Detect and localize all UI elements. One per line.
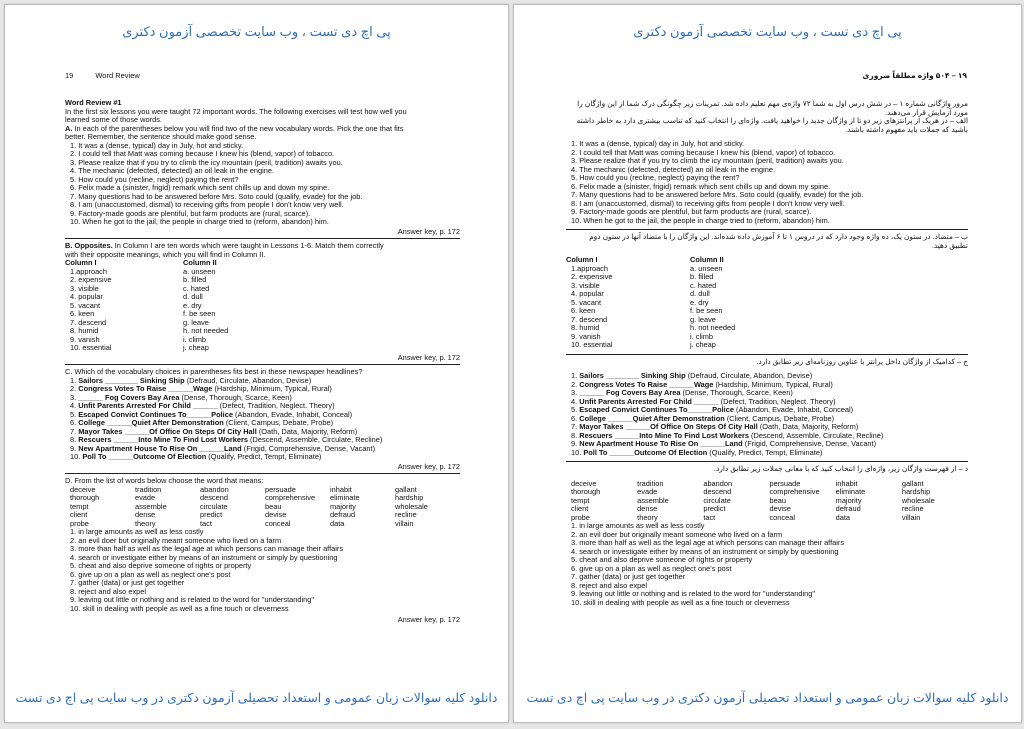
headline: Mayor Takes ______Of Office On Steps Of City Hall xyxy=(579,422,758,431)
column-header: Column I xyxy=(566,255,598,264)
left-page xyxy=(4,4,509,723)
choices: (Qualify, Predict, Tempt, Eliminate) xyxy=(206,452,322,461)
page-number-row xyxy=(65,71,162,80)
text: dense xyxy=(637,504,658,513)
text: 9. xyxy=(571,439,578,448)
text: 8. xyxy=(70,435,77,444)
text: tact xyxy=(703,512,716,522)
headline: Unfit Parents Arrested For Child ______ xyxy=(78,401,218,410)
choices: (Oath, Data, Majority, Reform) xyxy=(256,426,358,436)
list-item: 9. vanish xyxy=(571,331,601,341)
list-item: 5. How could you (recline, neglect) paying the rent? xyxy=(571,173,740,182)
list-item: c. hated xyxy=(690,280,717,290)
section-d-instructions: D. From the list of words below choose the word that means: xyxy=(65,476,264,485)
text: villain xyxy=(395,518,414,528)
sentence-list xyxy=(65,142,460,227)
list-item: 6. keen xyxy=(571,306,596,315)
text: deceive xyxy=(70,484,96,494)
text: 3. xyxy=(571,388,578,397)
text: probe xyxy=(70,518,89,528)
definition-list xyxy=(65,528,460,613)
list-item: 2. expensive xyxy=(571,272,613,281)
choices: (Descend, Assemble, Circulate, Recline) xyxy=(248,435,383,444)
choices: (Client, Campus, Debate, Probe) xyxy=(223,418,334,427)
choices: (Client, Campus, Debate, Probe) xyxy=(724,413,835,423)
intro-line: In the first six lessons you were taught 72 important words. The following exercises will test how well you xyxy=(65,106,407,116)
text: gallant xyxy=(395,484,417,494)
list-item: 1. in large amounts as well as less costly xyxy=(70,527,204,536)
headline: Sailors ________ Sinking Ship xyxy=(579,371,686,380)
list-item: h. not needed xyxy=(183,326,229,335)
word-list xyxy=(65,486,460,529)
headline: Congress Votes To Raise ______Wage xyxy=(579,379,714,389)
review-title: Word Review #1 xyxy=(65,98,122,107)
headline: New Apartment House To Rise On ______Land xyxy=(78,443,242,453)
list-item: 2. an evil doer but originally meant someone who lived on a farm xyxy=(571,529,783,539)
opposites-table xyxy=(65,259,460,353)
text: gallant xyxy=(901,478,924,488)
list-item: b. filled xyxy=(690,272,714,281)
text: 10. xyxy=(571,447,582,457)
divider xyxy=(566,354,968,355)
divider xyxy=(65,238,460,239)
headline: ______ Fog Covers Bay Area xyxy=(579,388,681,397)
list-item: 5. vacant xyxy=(571,297,601,307)
choices: (Defraud, Circulate, Abandon, Devise) xyxy=(184,375,312,385)
list-item: 9. leaving out little or nothing and is related to the word for "understanding" xyxy=(70,595,314,604)
list-item: i. climb xyxy=(183,334,206,344)
page-number-row: ۱۹ – ۵۰۴ واژه مطلقاً ضروری xyxy=(862,71,967,80)
list-item: d. dull xyxy=(183,292,203,301)
divider xyxy=(65,473,460,474)
text: deceive xyxy=(571,478,597,488)
list-item: 5. vacant xyxy=(70,300,100,310)
choices: (Defect, Tradition, Neglect. Theory) xyxy=(718,396,836,406)
list-item: 8. humid xyxy=(571,323,600,332)
section-a-fa: الف – در هریک از پرانتزهای زیر دو تا از واژگان جدید را خواهید یافت. واژه‌ای را انتخاب کنید که تناسب بیشتری دارد به خاطر داشته xyxy=(576,116,968,125)
list-item: a. unseen xyxy=(183,266,216,276)
text: predict xyxy=(200,510,223,519)
text: 5. xyxy=(70,409,77,419)
text: evade xyxy=(637,487,658,496)
list-item: 3. visible xyxy=(571,280,600,290)
headline: Escaped Convict Continues To______Police xyxy=(579,405,734,414)
running-title: Word Review xyxy=(95,71,140,80)
list-item: 8. reject and also expel xyxy=(70,586,147,596)
list-item: e. dry xyxy=(183,300,202,310)
text: devise xyxy=(769,504,791,513)
text: assemble xyxy=(135,501,167,511)
running-title: ۵۰۴ واژه مطلقاً ضروری xyxy=(862,71,950,80)
list-item: 9. leaving out little or nothing and is related to the word for "understanding" xyxy=(571,589,815,598)
text: descend xyxy=(703,487,732,496)
choices: (Defect, Tradition, Neglect. Theory) xyxy=(217,401,335,410)
text: comprehensive xyxy=(769,487,820,496)
section-a-instructions: better. Remember, the sentence should make good sense. xyxy=(65,132,257,141)
list-item: 9. vanish xyxy=(70,334,100,344)
text: thorough xyxy=(70,493,100,502)
list-item: 10. skill in dealing with people as well as a fine touch or cleverness xyxy=(571,597,790,607)
text: 3. xyxy=(70,392,77,402)
answer-key: Answer key, p. 172 xyxy=(397,226,460,236)
text: abandon xyxy=(200,484,229,494)
answer-key: Answer key, p. 172 xyxy=(397,352,460,362)
text: circulate xyxy=(200,501,228,511)
section-c-fa: ج – کدامیک از واژگان داخل پرانتز با عناوین روزنامه‌ای زیر تطابق دارد. xyxy=(756,356,968,366)
list-item: 6. give up on a plan as well as neglect one's post xyxy=(571,563,732,573)
list-item: 2. I could tell that Matt was coming because I knew his (blend, vapor) of tobacco. xyxy=(70,149,335,158)
choices: (Descend, Assemble, Circulate, Recline) xyxy=(749,430,884,440)
text: circulate xyxy=(703,495,731,505)
headline: Unfit Parents Arrested For Child ______ xyxy=(579,396,719,406)
list-item: 7. descend xyxy=(70,317,107,327)
text: 8. xyxy=(571,430,578,440)
text: evade xyxy=(135,493,156,502)
left-content xyxy=(65,99,460,625)
list-item: 3. Please realize that if you try to climb the icy mountain (peril, tradition) awaits you. xyxy=(571,156,844,165)
list-item: i. climb xyxy=(690,331,713,341)
text: abandon xyxy=(703,478,733,488)
definition-list xyxy=(566,522,968,607)
list-item: g. leave xyxy=(183,317,209,327)
list-item: j. cheap xyxy=(183,343,209,352)
text: defraud xyxy=(330,510,356,519)
text: 5. xyxy=(571,405,578,414)
list-item: 10. essential xyxy=(571,340,613,349)
list-item: 4. The mechanic (defected, detected) an oil leak in the engine. xyxy=(571,164,776,174)
list-item: 1. It was a (dense, typical) day in July, hot and sticky. xyxy=(70,140,244,150)
list-item: 7. descend xyxy=(571,314,608,324)
list-item: 1.approach xyxy=(70,266,107,276)
divider xyxy=(65,364,460,365)
list-item: 9. Factory-made goods are plentiful, but farm products are (rural, scarce). xyxy=(70,208,311,218)
list-item: j. cheap xyxy=(690,340,716,349)
list-item: h. not needed xyxy=(690,323,736,332)
choices: (Oath, Data, Majority, Reform) xyxy=(757,422,859,431)
list-item: 10. When he got to the jail, the people in charge tried to (reform, abandon) him. xyxy=(571,215,830,225)
headline: Mayor Takes ______Of Office On Steps Of City Hall xyxy=(78,426,257,436)
list-item: 5. cheat and also deprive someone of rights or property xyxy=(571,555,753,564)
text: 2. xyxy=(70,384,77,393)
text: assemble xyxy=(637,495,669,505)
text: wholesale xyxy=(395,501,428,511)
text: tempt xyxy=(70,501,89,511)
text: beau xyxy=(769,495,786,505)
section-a-head: A. xyxy=(65,123,73,133)
list-item: e. dry xyxy=(690,297,709,307)
sentence-list xyxy=(566,140,968,225)
list-item: 7. Many questions had to be answered before Mrs. Soto could (qualify, evade) for the job. xyxy=(571,190,864,199)
list-item: 10. When he got to the jail, the people in charge tried to (reform, abandon) him. xyxy=(70,217,329,226)
text: inhabit xyxy=(330,484,352,494)
text: 4. xyxy=(571,396,578,406)
page-footer-banner: دانلود کلیه سوالات زبان عمومی و استعداد تحصیلی آزمون دکتری در وب سایت پی اچ دی تست xyxy=(526,691,1009,705)
headline: Poll To ______Outcome Of Election xyxy=(583,447,708,457)
text: 2. xyxy=(571,379,578,389)
text: theory xyxy=(135,518,156,528)
page-header-banner: پی اچ دی تست ، وب سایت تخصصی آزمون دکتری xyxy=(122,24,391,39)
section-b-head: B. Opposites. xyxy=(65,241,113,250)
text: probe xyxy=(571,512,590,522)
text: tempt xyxy=(571,495,590,505)
headline: Rescuers ______Into Mine To Find Lost Workers xyxy=(78,435,248,444)
text: wholesale xyxy=(901,495,935,505)
list-item: 8. reject and also expel xyxy=(571,580,648,590)
headline-list xyxy=(65,377,460,462)
list-item: f. be seen xyxy=(183,309,216,318)
list-item: 5. cheat and also deprive someone of rights or property xyxy=(70,561,252,570)
choices: (Frigid, Comprehensive, Dense, Vacant) xyxy=(742,439,877,448)
section-c-instructions: C. Which of the vocabulary choices in parentheses fits best in these newspaper headlines? xyxy=(65,367,363,376)
text: persuade xyxy=(769,478,801,488)
list-item: d. dull xyxy=(690,289,710,298)
list-item: 10. essential xyxy=(70,343,112,352)
text: majority xyxy=(835,495,862,505)
choices: (Hardship, Minimum, Typical, Rural) xyxy=(212,384,332,393)
text: client xyxy=(70,510,88,519)
divider xyxy=(566,461,968,462)
headline: Rescuers ______Into Mine To Find Lost Workers xyxy=(579,430,749,440)
answer-key: Answer key, p. 172 xyxy=(397,461,460,471)
headline-list xyxy=(566,372,968,457)
column-header: Column II xyxy=(183,258,217,267)
intro-fa: مورد آزمایش قرار می‌دهند. xyxy=(885,107,968,117)
list-item: 7. gather (data) or just get together xyxy=(70,578,185,587)
answer-key: Answer key, p. 172 xyxy=(397,615,460,624)
text: majority xyxy=(330,501,356,511)
right-page xyxy=(513,4,1022,723)
text: hardship xyxy=(901,487,931,496)
text: descend xyxy=(200,493,228,502)
list-item: 3. visible xyxy=(70,283,99,293)
list-item: 4. The mechanic (defected, detected) an oil leak in the engine. xyxy=(70,166,275,175)
text: 10. xyxy=(70,452,81,461)
list-item: 6. Felix made a (sinister, frigid) remark which sent chills up and down my spine. xyxy=(571,181,831,191)
intro-line: learned some of those words. xyxy=(65,115,162,124)
headline: Escaped Convict Continues To______Police xyxy=(78,409,233,419)
list-item: 8. I am (unaccustomed, dismal) to receiving gifts from people I don't know very well. xyxy=(70,200,344,209)
headline: College ______Quiet After Demonstration xyxy=(579,413,725,423)
list-item: 9. Factory-made goods are plentiful, but farm products are (rural, scarce). xyxy=(571,207,812,216)
text: 9. xyxy=(70,443,77,453)
headline: Sailors ________ Sinking Ship xyxy=(78,375,185,385)
choices: (Defraud, Circulate, Abandon, Devise) xyxy=(685,371,813,380)
list-item: 1. in large amounts as well as less costly xyxy=(571,521,705,530)
page-number: ۱۹ xyxy=(957,71,967,80)
text: hardship xyxy=(395,493,424,502)
headline: ______ Fog Covers Bay Area xyxy=(78,392,180,402)
section-b-fa: تطبیق دهید. xyxy=(931,240,968,250)
page-number: 19 xyxy=(65,71,74,80)
choices: (Hardship, Minimum, Typical, Rural) xyxy=(713,379,833,389)
choices: (Abandon, Evade, Inhabit, Conceal) xyxy=(232,409,353,419)
text: client xyxy=(571,504,589,513)
text: thorough xyxy=(571,487,601,496)
list-item: 10. skill in dealing with people as well as a fine touch or cleverness xyxy=(70,603,289,613)
section-b-instructions: with their opposite meanings, which you will find in Column II. xyxy=(65,249,266,259)
list-item: 3. more than half as well as the legal age at which persons can manage their affairs xyxy=(70,544,344,553)
text: tact xyxy=(200,518,212,528)
section-a-instructions: In each of the parentheses below you will find two of the new vocabulary words. Pick the one that fits xyxy=(72,123,404,133)
headline: Congress Votes To Raise ______Wage xyxy=(78,384,213,393)
list-item: 2. expensive xyxy=(70,275,112,284)
list-item: 6. keen xyxy=(70,309,95,318)
list-item: 8. I am (unaccustomed, dismal) to receiving gifts from people I don't know very well. xyxy=(571,198,845,208)
list-item: 5. How could you (recline, neglect) paying the rent? xyxy=(70,174,239,184)
word-list xyxy=(566,480,968,523)
section-d-fa: د – از فهرست واژگان زیر، واژه‌ای را انتخاب کنید که با معانی جملات زیر تطابق دارد. xyxy=(713,464,968,473)
section-b-fa: ب – متضاد. در ستون یک، ده واژه وجود دارد که در دروس ۱ تا ۶ آموزش داده شده‌اند. این واژگان را با متضاد آنها در ستون دوم xyxy=(589,232,968,241)
list-item: b. filled xyxy=(183,275,207,284)
list-item: 1.approach xyxy=(571,263,608,273)
text: 6. xyxy=(70,418,77,427)
text: 6. xyxy=(571,413,578,423)
choices: (Frigid, Comprehensive, Dense, Vacant) xyxy=(241,443,376,453)
text: tradition xyxy=(637,478,664,488)
list-item: 8. humid xyxy=(70,326,99,335)
text: eliminate xyxy=(330,493,360,502)
list-item: 3. Please realize that if you try to climb the icy mountain (peril, tradition) awaits you. xyxy=(70,157,343,167)
list-item: 4. popular xyxy=(571,289,604,298)
list-item: 3. more than half as well as the legal age at which persons can manage their affairs xyxy=(571,538,845,547)
text: villain xyxy=(901,512,921,522)
text: 7. xyxy=(70,426,77,436)
list-item: f. be seen xyxy=(690,306,723,315)
divider xyxy=(566,229,968,230)
choices: (Dense, Thorough, Scarce, Keen) xyxy=(680,388,793,397)
section-b-instructions: In Column I are ten words which were taught in Lessons 1-6. Match them correctly xyxy=(112,241,384,250)
list-item: 6. Felix made a (sinister, frigid) remark which sent chills up and down my spine. xyxy=(70,183,330,192)
text: data xyxy=(835,512,851,522)
text: data xyxy=(330,518,345,528)
text: persuade xyxy=(265,484,296,494)
text: devise xyxy=(265,510,287,519)
column-header: Column I xyxy=(65,258,97,267)
column-header: Column II xyxy=(690,255,724,264)
text: 1. xyxy=(70,375,77,385)
choices: (Qualify, Predict, Tempt, Eliminate) xyxy=(707,447,823,457)
text: inhabit xyxy=(835,478,858,488)
text: recline xyxy=(395,510,417,519)
list-item: 6. give up on a plan as well as neglect one's post xyxy=(70,569,231,579)
headline: Poll To ______Outcome Of Election xyxy=(82,452,207,461)
list-item: 4. popular xyxy=(70,292,103,301)
text: predict xyxy=(703,504,726,513)
list-item: c. hated xyxy=(183,283,210,293)
choices: (Dense, Thorough, Scarce, Keen) xyxy=(179,392,292,402)
list-item: 1. It was a (dense, typical) day in July, hot and sticky. xyxy=(571,139,745,148)
text: dense xyxy=(135,510,156,519)
list-item: g. leave xyxy=(690,314,716,324)
page-footer-banner: دانلود کلیه سوالات زبان عمومی و استعداد تحصیلی آزمون دکتری در وب سایت پی اچ دی تست xyxy=(15,691,498,705)
text: tradition xyxy=(135,484,162,494)
list-item: a. unseen xyxy=(690,263,723,273)
right-content xyxy=(566,100,968,607)
intro-fa: مرور واژگانی شماره ۱ – در شش درس اول به شما ۷۲ واژه‌ی مهم تعلیم داده شد. تمرینات زیر چگونگی درک شما از این واژگان را xyxy=(577,99,968,108)
list-item: 7. Many questions had to be answered before Mrs. Soto could (qualify, evade) for the job. xyxy=(70,191,363,201)
text: eliminate xyxy=(835,487,866,496)
list-item: 4. search or investigate either by means of an instrument or simply by questioning xyxy=(70,552,338,562)
text: 4. xyxy=(70,401,77,410)
list-item: 7. gather (data) or just get together xyxy=(571,572,686,581)
text: conceal xyxy=(769,512,795,522)
text: 1. xyxy=(571,371,578,380)
text: comprehensive xyxy=(265,493,316,502)
page-header-banner: پی اچ دی تست ، وب سایت تخصصی آزمون دکتری xyxy=(633,24,902,39)
list-item: 2. an evil doer but originally meant someone who lived on a farm xyxy=(70,535,282,545)
section-a-fa: باشید که جملات باید مفهوم داشته باشند. xyxy=(845,124,968,134)
text: recline xyxy=(901,504,924,513)
list-item: 2. I could tell that Matt was coming because I knew his (blend, vapor) of tobacco. xyxy=(571,147,836,157)
list-item: 4. search or investigate either by means of an instrument or simply by questioning xyxy=(571,546,839,556)
opposites-table xyxy=(566,256,968,350)
text: conceal xyxy=(265,518,291,528)
text: 7. xyxy=(571,422,578,431)
headline: College ______Quiet After Demonstration xyxy=(78,418,224,427)
choices: (Abandon, Evade, Inhabit, Conceal) xyxy=(733,405,854,414)
text: beau xyxy=(265,501,282,511)
text: theory xyxy=(637,512,658,522)
headline: New Apartment House To Rise On ______Land xyxy=(579,439,743,448)
text: defraud xyxy=(835,504,861,513)
